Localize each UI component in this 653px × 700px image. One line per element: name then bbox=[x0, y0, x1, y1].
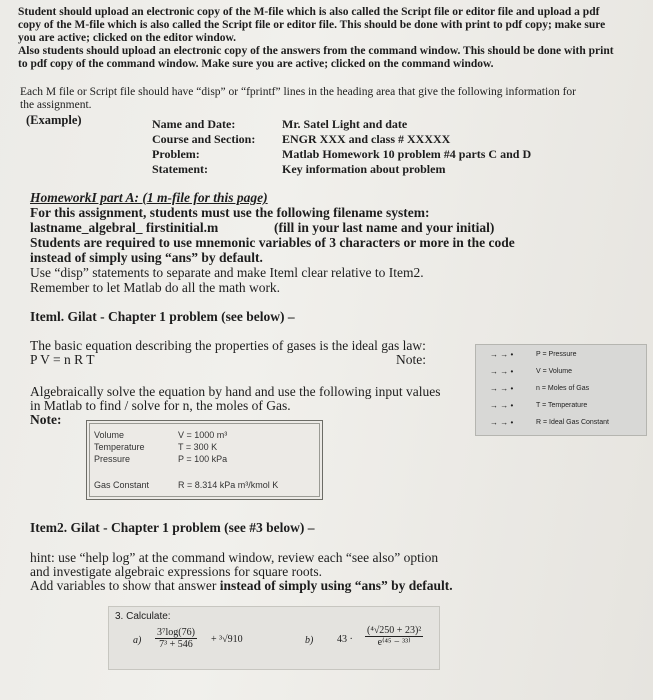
calc-b-prefix: 43 · bbox=[337, 634, 353, 645]
rule-line-2: instead of simply using “ans” by default. bbox=[30, 250, 263, 265]
filename-pattern: lastname_algebral_ firstinitial.m bbox=[30, 220, 219, 235]
input-values-inner bbox=[89, 423, 320, 497]
legend-row bbox=[476, 347, 646, 363]
item1-note-label: Note: bbox=[396, 352, 426, 367]
calc-b-denominator: e⁽⁴⁵ − ³³⁾ bbox=[377, 637, 411, 648]
input-values-box bbox=[86, 420, 323, 500]
legend-text: R = Ideal Gas Constant bbox=[536, 419, 609, 426]
disp-rule: Use “disp” statements to separate and make Iteml clear relative to Item2. bbox=[30, 265, 424, 280]
filename-hint: (fill in your last name and your initial) bbox=[274, 220, 495, 235]
item2-add-vars bbox=[30, 578, 453, 594]
filename-rule: For this assignment, students must use the following filename system: bbox=[30, 205, 430, 220]
calculate-box bbox=[108, 606, 440, 670]
arrow-bullet-icon: → → • bbox=[490, 401, 514, 410]
item2-add-vars-bold: instead of simply using “ans” by default. bbox=[219, 578, 453, 593]
intro-line-2: copy of the M-file which is also called the Script file or editor file. This should be done with print to pdf copy; make sure bbox=[18, 19, 606, 31]
item1-solve-line-1: Algebraically solve the equation by hand and use the following input values bbox=[30, 384, 441, 399]
var-value: V = 1000 m³ bbox=[178, 430, 228, 440]
calc-b-numerator: (⁴√250 + 23)² bbox=[367, 625, 422, 636]
part-a-heading: HomeworkI part A: (1 m-file for this page) bbox=[30, 190, 268, 205]
intro-line-3: you are active; clicked on the editor window. bbox=[18, 32, 237, 44]
var-name: Temperature bbox=[94, 442, 145, 452]
heading-note-line-1: Each M file or Script file should have “disp” or “fprintf” lines in the heading area that give the following information for bbox=[20, 86, 576, 98]
math-rule: Remember to let Matlab do all the math work. bbox=[30, 280, 281, 295]
var-value: T = 300 K bbox=[178, 442, 218, 452]
legend-row bbox=[476, 398, 646, 414]
var-name: Volume bbox=[94, 430, 125, 440]
calc-a-fraction bbox=[155, 627, 197, 650]
intro-line-1: Student should upload an electronic copy of the M-file which is also called the Script file or editor file and upload a pdf bbox=[18, 6, 600, 18]
intro-line-4: Also students should upload an electronic copy of the answers from the command window. This should be done with print bbox=[18, 45, 614, 57]
field-value-course: ENGR XXX and class # XXXXX bbox=[282, 132, 451, 146]
legend-text: n = Moles of Gas bbox=[536, 385, 590, 392]
field-label-problem: Problem: bbox=[152, 147, 200, 161]
var-name: Gas Constant bbox=[94, 480, 150, 490]
legend-text: V = Volume bbox=[536, 368, 572, 375]
var-value: P = 100 kPa bbox=[178, 454, 228, 464]
arrow-bullet-icon: → → • bbox=[490, 367, 514, 376]
arrow-bullet-icon: → → • bbox=[490, 384, 514, 393]
calc-a-numerator: 3⁷log(76) bbox=[157, 627, 195, 638]
intro-line-5: to pdf copy of the command window. Make sure you are active; clicked on the command window. bbox=[18, 58, 494, 70]
calc-b-fraction bbox=[365, 625, 423, 648]
legend-row bbox=[476, 364, 646, 380]
arrow-bullet-icon: → → • bbox=[490, 418, 514, 427]
item1-note2-label: Note: bbox=[30, 412, 62, 427]
calc-a-tail: + ³√910 bbox=[211, 634, 243, 645]
field-value-name: Mr. Satel Light and date bbox=[282, 117, 408, 131]
item2-hint-line-2: and investigate algebraic expressions for square roots. bbox=[30, 564, 323, 579]
item1-solve-line-2: in Matlab to find / solve for n, the moles of Gas. bbox=[30, 398, 291, 413]
legend-row bbox=[476, 381, 646, 397]
item1-equation: P V = n R T bbox=[30, 352, 95, 367]
field-label-course: Course and Section: bbox=[152, 132, 256, 146]
heading-note-line-2: the assignment. bbox=[20, 99, 92, 111]
field-label-statement: Statement: bbox=[152, 162, 208, 176]
item1-title: Iteml. Gilat - Chapter 1 problem (see below) – bbox=[30, 309, 295, 324]
calc-a-label: a) bbox=[133, 635, 142, 646]
legend-text: P = Pressure bbox=[536, 351, 577, 358]
calc-heading: 3. Calculate: bbox=[115, 611, 171, 622]
var-value: R = 8.314 kPa m³/kmol K bbox=[178, 480, 279, 490]
field-label-name: Name and Date: bbox=[152, 117, 236, 131]
field-value-problem: Matlab Homework 10 problem #4 parts C and D bbox=[282, 147, 532, 161]
item2-hint-line-1: hint: use “help log” at the command window, review each “see also” option bbox=[30, 550, 439, 565]
item2-title: Item2. Gilat - Chapter 1 problem (see #3 below) – bbox=[30, 520, 315, 535]
example-label: (Example) bbox=[26, 113, 82, 127]
field-value-statement: Key information about problem bbox=[282, 162, 446, 176]
arrow-bullet-icon: → → • bbox=[490, 350, 514, 359]
item2-add-vars-text: Add variables to show that answer bbox=[30, 578, 220, 593]
rule-line-1: Students are required to use mnemonic variables of 3 characters or more in the code bbox=[30, 235, 515, 250]
legend-row bbox=[476, 415, 646, 431]
item1-equation-intro: The basic equation describing the properties of gases is the ideal gas law: bbox=[30, 338, 426, 353]
calc-a-denominator: 7³ + 546 bbox=[159, 639, 193, 650]
calc-b-label: b) bbox=[305, 635, 314, 646]
variable-legend bbox=[475, 344, 647, 436]
legend-text: T = Temperature bbox=[536, 402, 588, 409]
var-name: Pressure bbox=[94, 454, 131, 464]
